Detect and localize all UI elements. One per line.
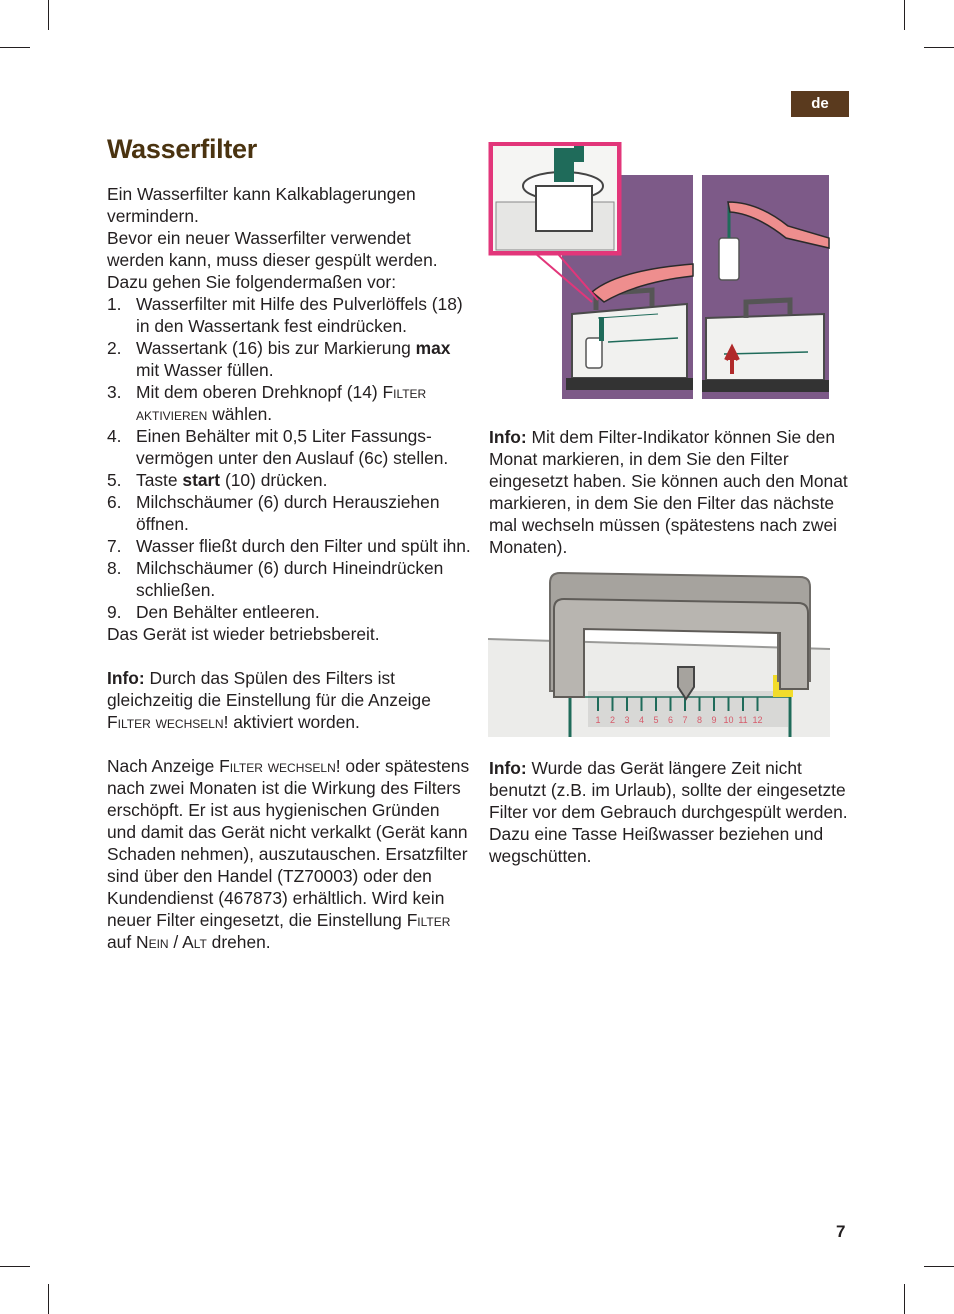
paragraph-text: drehen.: [206, 932, 271, 952]
month-label: 5: [653, 715, 659, 725]
crop-mark: [48, 0, 49, 30]
step-number: 2.: [107, 338, 122, 358]
display-setting-term: Filter: [406, 910, 451, 930]
step-text: mit Wasser füllen.: [136, 360, 274, 380]
language-tab: de: [791, 91, 849, 117]
info-label: Info:: [489, 758, 527, 778]
replacement-paragraph: [107, 755, 472, 953]
crop-mark: [904, 1284, 905, 1314]
step-item: [107, 381, 472, 425]
step-number: 6.: [107, 492, 122, 512]
crop-mark: [924, 1266, 954, 1267]
display-setting-term: Nein / Alt: [136, 932, 207, 952]
step-item: [107, 293, 472, 337]
month-label: 3: [624, 715, 630, 725]
month-label: 11: [738, 715, 748, 725]
info-text: Wurde das Gerät längere Zeit nicht benutzt (z.B. im Urlaub), sollte der eingesetzte Filter vor dem Gebrauch durchgespült werden. Dazu eine Tasse Heißwasser beziehen und wegschütten.: [489, 758, 848, 866]
step-text: Den Behälter entleeren.: [136, 602, 320, 622]
step-text: Wassertank (16) bis zur Markierung: [136, 338, 416, 358]
step-item: [107, 491, 472, 535]
step-number: 1.: [107, 294, 122, 314]
display-setting-term: Filter aktivieren: [136, 382, 427, 424]
crop-mark: [48, 1284, 49, 1314]
closing-line: Das Gerät ist wieder betriebsbereit.: [107, 624, 380, 644]
step-text: wählen.: [207, 404, 273, 424]
display-setting-term: Filter wechseln!: [107, 712, 229, 732]
paragraph-text: auf: [107, 932, 137, 952]
info-text: aktiviert worden.: [228, 712, 360, 732]
info-indicator-paragraph: [489, 426, 849, 558]
display-setting-term: Filter wechseln!: [219, 756, 341, 776]
crop-mark: [924, 47, 954, 48]
month-label: 9: [711, 715, 717, 725]
month-label: 6: [667, 715, 674, 725]
water-tank: [706, 314, 824, 380]
filter-insertion-illustration: [488, 142, 830, 402]
step-number: 5.: [107, 470, 122, 490]
info-label: Info:: [489, 427, 527, 447]
step-item: [107, 557, 472, 601]
month-label: 10: [723, 715, 734, 725]
step-bold-term: start: [182, 470, 221, 490]
crop-mark: [904, 0, 905, 30]
water-filter: [586, 338, 602, 368]
step-item: [107, 535, 472, 557]
step-text: Milchschäumer (6) durch Herausziehen öffnen.: [136, 492, 440, 534]
intro-line: Bevor ein neuer Wasserfilter verwendet werden kann, muss dieser gespült werden.: [107, 228, 438, 270]
left-column: [107, 183, 472, 953]
intro-line: Ein Wasserfilter kann Kalkablagerungen vermindern.: [107, 184, 416, 226]
step-item: [107, 337, 472, 381]
step-item: [107, 469, 472, 491]
step-text: Taste: [136, 470, 183, 490]
step-text: Wasserfilter mit Hilfe des Pulverlöffels (18) in den Wassertank fest eindrücken.: [136, 294, 463, 336]
crop-mark: [0, 47, 30, 48]
step-number: 9.: [107, 602, 122, 622]
info-text: Mit dem Filter-Indikator können Sie den Monat markieren, in dem Sie den Filter eingesetzt haben. Sie können auch den Monat markieren, in dem Sie den Filter das nächste mal wechseln müssen (spätestens nach zwei Monaten).: [489, 427, 848, 557]
info-text: Durch das Spülen des Filters ist gleichzeitig die Einstellung für die Anzeige: [107, 668, 431, 710]
step-number: 4.: [107, 426, 122, 446]
filter-indicator-illustration: [488, 571, 830, 741]
step-text: Wasser fließt durch den Filter und spült ihn.: [136, 536, 471, 556]
page-title: Wasserfilter: [107, 134, 257, 164]
month-label: 4: [638, 715, 645, 725]
step-number: 3.: [107, 382, 122, 402]
step-text: Mit dem oberen Drehknopf (14): [136, 382, 383, 402]
paragraph-text: Nach Anzeige: [107, 756, 220, 776]
month-label: 1: [595, 715, 601, 725]
step-text: (10) drücken.: [220, 470, 328, 490]
step-item: [107, 601, 472, 623]
month-label: 8: [696, 715, 703, 725]
step-bold-term: max: [415, 338, 451, 358]
month-label: 7: [682, 715, 688, 725]
month-label: 12: [752, 715, 763, 725]
step-number: 7.: [107, 536, 122, 556]
step-number: 8.: [107, 558, 122, 578]
info-unused-paragraph: [489, 757, 849, 867]
page-number: 7: [836, 1222, 846, 1241]
step-text: Milchschäumer (6) durch Hineindrücken schließen.: [136, 558, 444, 600]
info-label: Info:: [107, 668, 145, 688]
water-filter: [719, 238, 739, 280]
step-text: Einen Behälter mit 0,5 Liter Fassungsvermögen unter den Auslauf (6c) stellen.: [136, 426, 449, 468]
crop-mark: [0, 1266, 30, 1267]
info-paragraph: [107, 667, 472, 733]
month-label: 2: [609, 715, 616, 725]
paragraph-text: oder spätestens nach zwei Monaten ist die Wirkung des Filters erschöpft. Er ist aus hygienischen Gründen und damit das Gerät nicht verkalkt (Gerät kann Schaden nehmen), auszutauschen. Ersatzfilter sind über den Handel (TZ70003) oder den Kundendienst (467873) erhältlich. Wird kein neuer Filter eingesetzt, die Einstellung: [107, 756, 470, 930]
step-item: [107, 425, 472, 469]
intro-line: Dazu gehen Sie folgendermaßen vor:: [107, 272, 397, 292]
step-list: [107, 293, 472, 623]
